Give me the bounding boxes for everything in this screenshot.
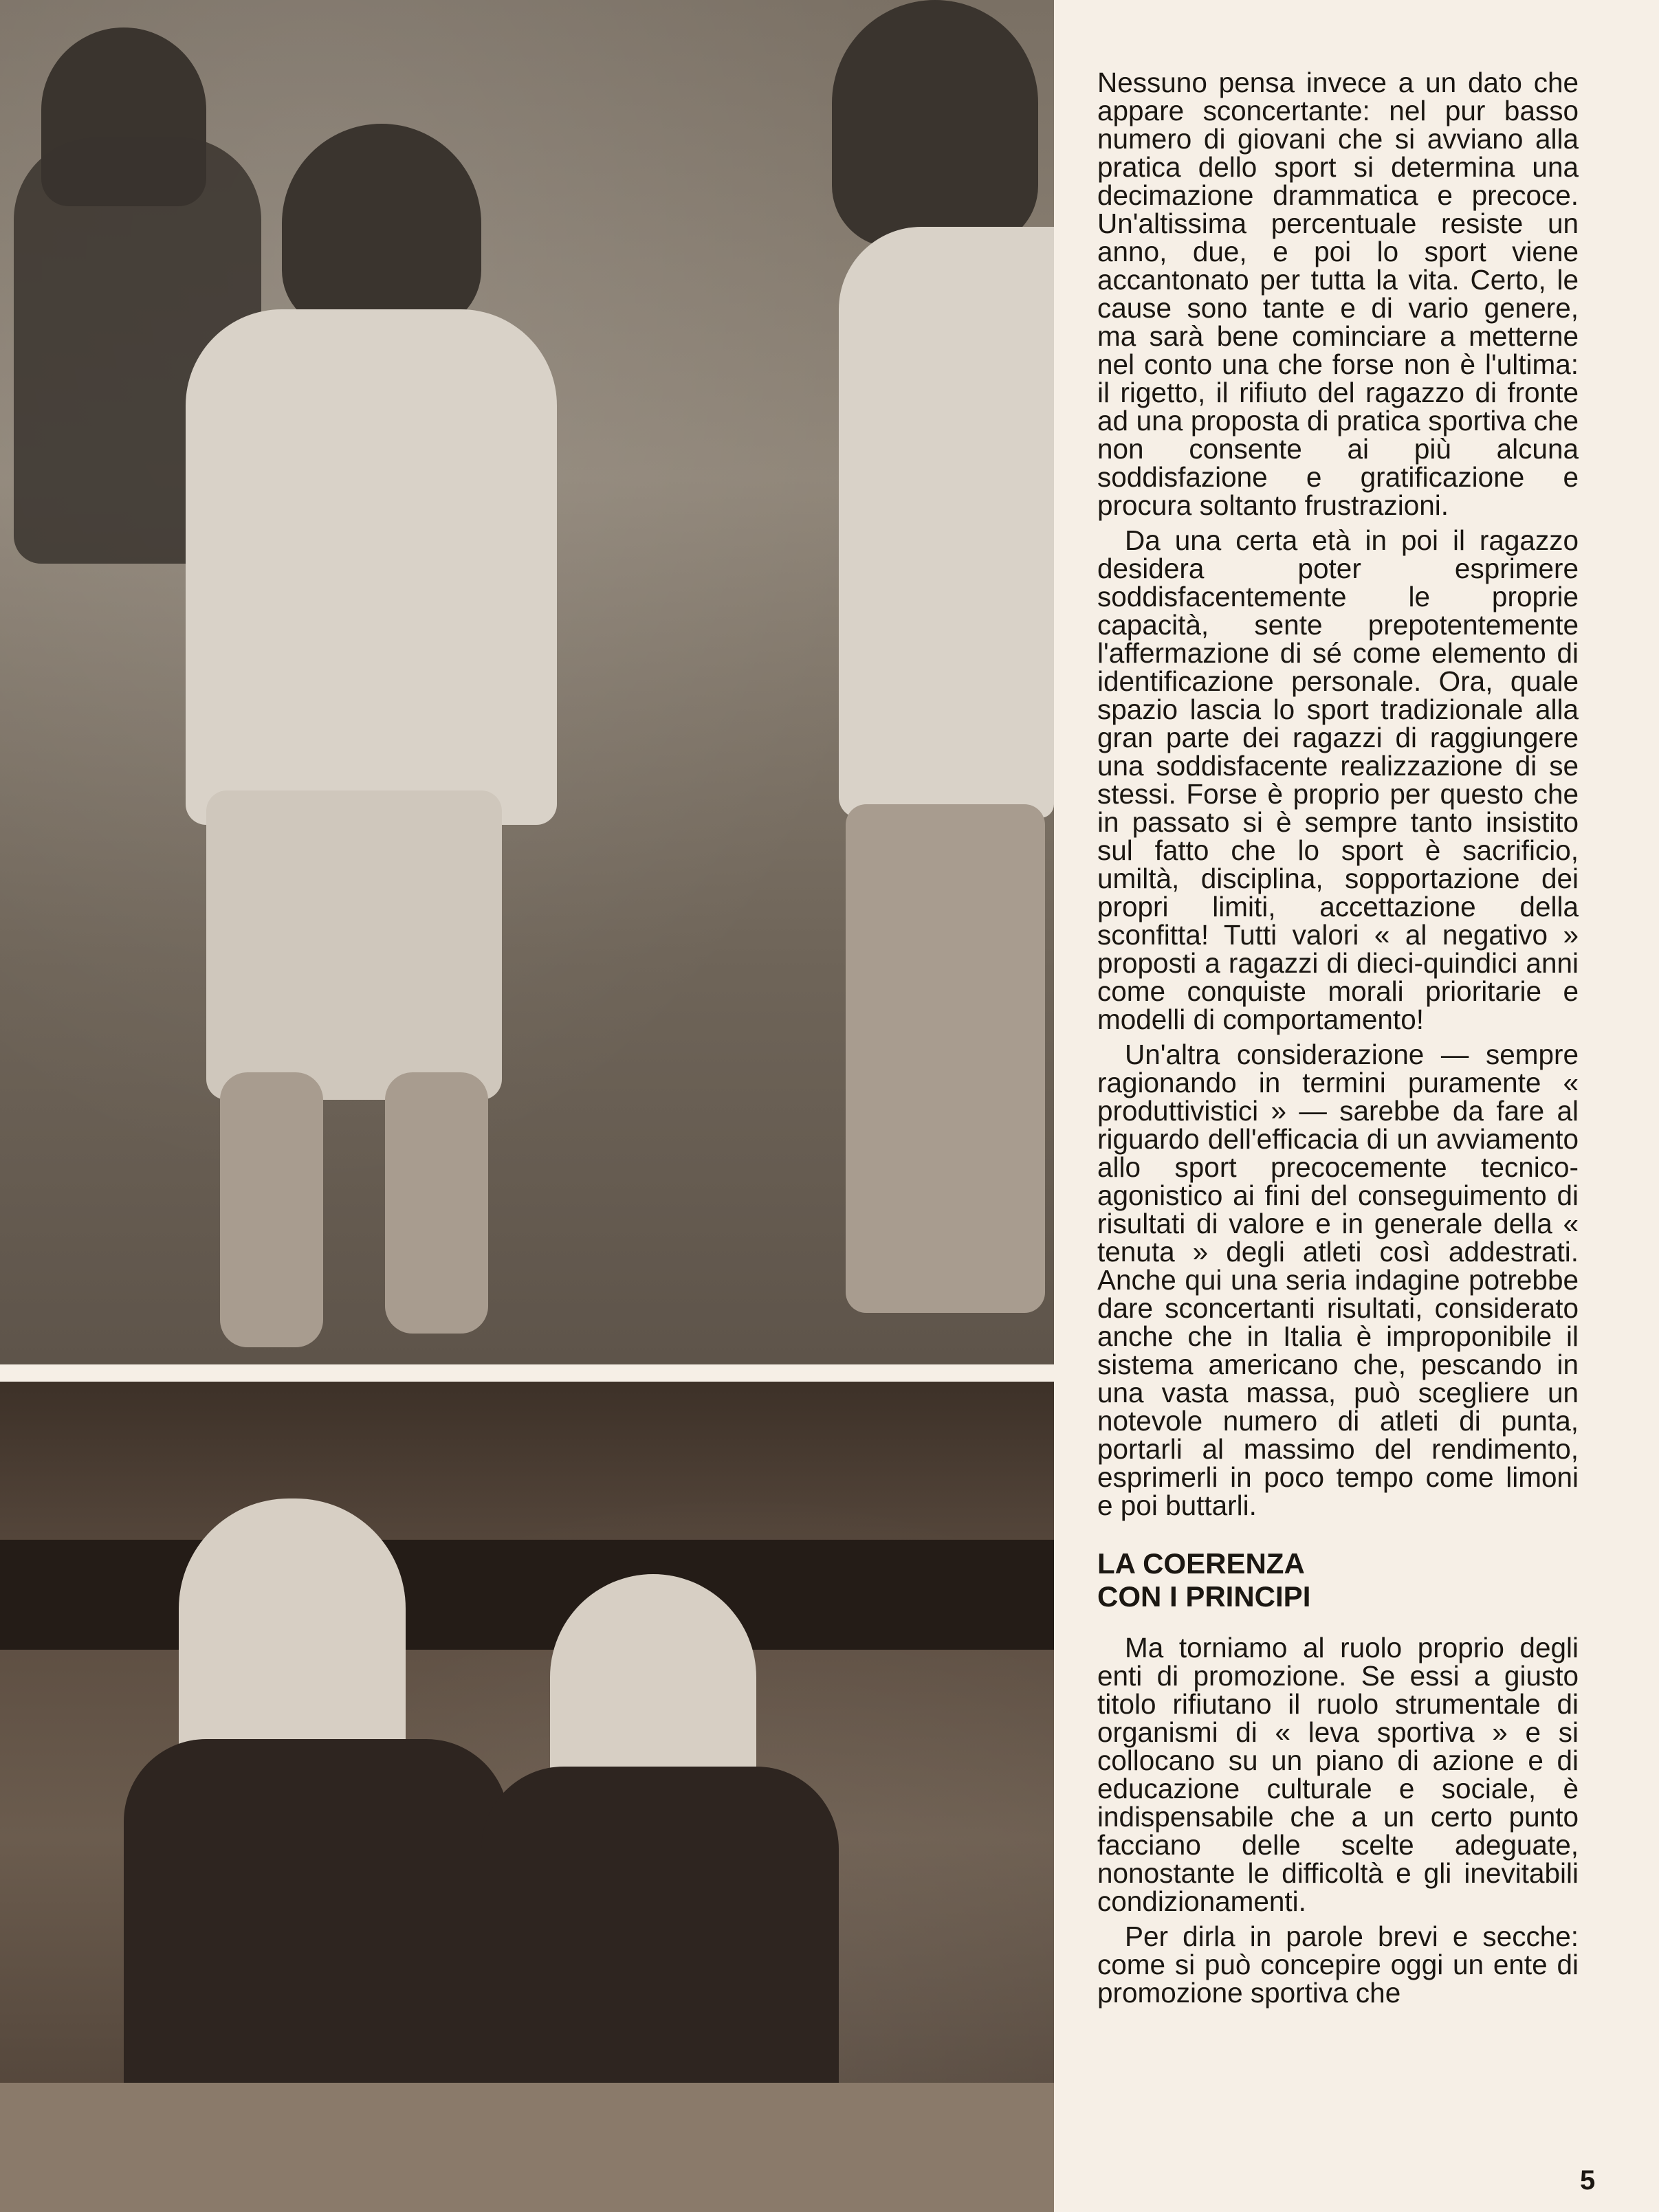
bench-shape: [0, 1540, 1054, 1650]
article-paragraph: Per dirla in parole brevi e secche: come si può concepire oggi un ente di promozione sportiva che: [1097, 1921, 1579, 2009]
boy-center-shorts-shape: [206, 790, 502, 1100]
section-heading-line: LA COERENZA: [1097, 1547, 1305, 1580]
article-paragraph: Un'altra considerazione — sempre ragionando in termini puramente « produttivistici » — sarebbe da fare al riguardo dell'efficacia di un avviamento allo sport precocemente tecnico-agonistico ai fini del conseguimento di risultati di valore e in generale della « tenuta » degli atleti così addestrati. Anche qui una seria indagine potrebbe dare sconcertanti risultati, considerato anche che in Italia è improponibile il sistema americano che, pescando in una vasta massa, può scegliere un notevole numero di atleti di punta, portarli al massimo del rendimento, esprimerli in poco tempo come limoni e poi buttarli.: [1097, 1039, 1579, 1521]
boy-center-right-leg-shape: [385, 1072, 488, 1334]
article-paragraph: Da una certa età in poi il ragazzo desidera poter esprimere soddisfacentemente le proprie capacità, sente prepotentemente l'affermazione di sé come elemento di identificazione personale. Ora, quale spazio lascia lo sport tradizionale alla gran parte dei ragazzi di raggiungere una soddisfacente realizzazione di se stessi. Forse è proprio per questo che in passato si è sempre tanto insistito sul fatto che lo sport è sacrificio, umiltà, disciplina, sopportazione dei propri limiti, accettazione della sconfitta! Tutti valori « al negativo » proposti a ragazzi di dieci-quindici anni come conquiste morali prioritarie e modelli di comportamento!: [1097, 524, 1579, 1035]
boy-right-head-shape: [832, 0, 1038, 247]
page-number: 5: [1580, 2165, 1596, 2196]
girl-right-body-shape: [481, 1767, 839, 2138]
section-heading-line: CON I PRINCIPI: [1097, 1580, 1311, 1613]
boy-center-head-shape: [282, 124, 481, 330]
girl-left-body-shape: [124, 1739, 509, 2124]
section-heading: [1097, 1547, 1579, 1613]
photo-boys-walking: [0, 0, 1054, 1364]
boy-right-shirt-shape: [839, 227, 1054, 818]
article-paragraph: Ma torniamo al ruolo proprio degli enti di promozione. Se essi a giusto titolo rifiutano il ruolo strumentale di organismi di « leva sportiva » e si collocano su un piano di azione e di educazione culturale e sociale, è indispensabile che a un certo punto facciano delle scelte adeguate, nonostante le difficoltà e gli inevitabili condizionamenti.: [1097, 1632, 1579, 1917]
article-paragraph: Nessuno pensa invece a un dato che appare sconcertante: nel pur basso numero di giovani che si avviano alla pratica dello sport si determina una decimazione drammatica e precoce. Un'altissima percentuale resiste un anno, due, e poi lo sport viene accantonato per tutta la vita. Certo, le cause sono tante e di vario genere, ma sarà bene cominciare a metterne nel conto una che forse non è l'ultima: il rigetto, il rifiuto del ragazzo di fronte ad una proposta di pratica sportiva che non consente ai più alcuna soddisfazione e gratificazione e procura soltanto frustrazioni.: [1097, 67, 1579, 521]
boy-center-shirt-shape: [186, 309, 557, 825]
boy-center-left-leg-shape: [220, 1072, 323, 1347]
article-text-column: [1097, 69, 1579, 2014]
floor-shape: [0, 2083, 1054, 2212]
boy-right-legs-shape: [846, 804, 1045, 1313]
photo-girls-crawling: [0, 1382, 1054, 2212]
